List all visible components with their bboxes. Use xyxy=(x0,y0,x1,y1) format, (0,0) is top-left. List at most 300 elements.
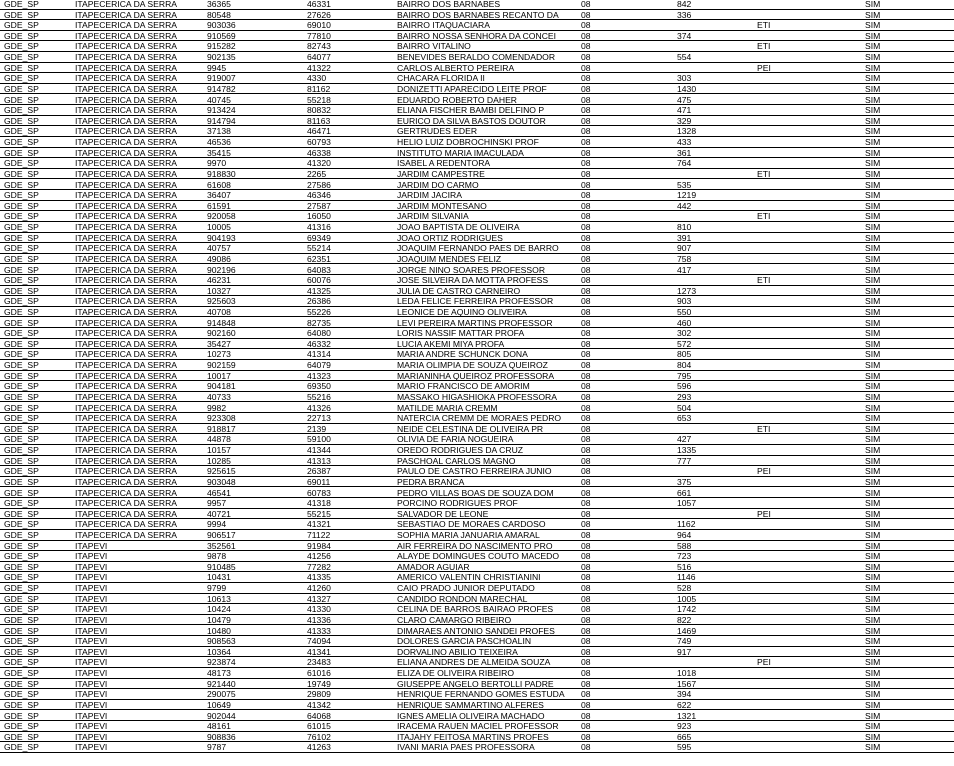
region-cell: GDE_SP xyxy=(4,646,39,657)
region-cell: GDE_SP xyxy=(4,614,39,625)
school-name-cell: CANDIDO RONDON MARECHAL xyxy=(397,593,528,604)
school-code-cell: 906517 xyxy=(207,530,236,540)
school-code-cell: 61608 xyxy=(207,179,231,190)
status-cell: SIM xyxy=(865,445,881,456)
status-cell: SIM xyxy=(865,636,881,647)
student-count-cell: 917 xyxy=(677,646,692,657)
student-count-cell: 554 xyxy=(677,52,692,63)
diretoria-cell: 08 xyxy=(581,572,591,583)
status-cell: SIM xyxy=(865,30,881,41)
table-row xyxy=(0,275,954,286)
status-cell: SIM xyxy=(865,742,881,753)
school-code-cell: 44878 xyxy=(207,434,231,445)
diretoria-cell: 08 xyxy=(581,126,591,137)
region-cell: GDE_SP xyxy=(4,540,39,551)
cie-code-cell: 4330 xyxy=(307,73,327,84)
cie-code-cell: 80832 xyxy=(307,105,331,116)
status-cell: SIM xyxy=(865,508,881,519)
table-row xyxy=(0,434,954,445)
student-count-cell: 822 xyxy=(677,614,692,625)
school-name-cell: ELIANA FISCHER BAMBI DELFINO P xyxy=(397,105,545,116)
school-name-cell: HENRIQUE FERNANDO GOMES ESTUDA xyxy=(397,689,565,700)
region-cell: GDE_SP xyxy=(4,445,39,456)
student-count-cell: 572 xyxy=(677,338,692,349)
region-cell: GDE_SP xyxy=(4,20,39,31)
school-name-cell: PAULO DE CASTRO FERREIRA JUNIO xyxy=(397,466,552,477)
school-code-cell: 923874 xyxy=(207,657,236,668)
status-cell: SIM xyxy=(865,126,881,137)
region-cell: GDE_SP xyxy=(4,137,39,148)
school-code-cell: 10479 xyxy=(207,614,231,625)
student-count-cell: 303 xyxy=(677,73,692,84)
school-code-cell: 10424 xyxy=(207,604,231,615)
cie-code-cell: 55214 xyxy=(307,243,331,254)
municipality-cell: ITAPEVI xyxy=(75,583,108,594)
diretoria-cell: 08 xyxy=(581,636,591,647)
region-cell: GDE_SP xyxy=(4,625,39,636)
diretoria-cell: 08 xyxy=(581,264,591,275)
table-row xyxy=(0,700,954,711)
diretoria-cell: 08 xyxy=(581,20,591,31)
cie-code-cell: 59100 xyxy=(307,434,331,445)
municipality-cell: ITAPECERICA DA SERRA xyxy=(75,360,178,371)
school-code-cell: 908563 xyxy=(207,636,236,647)
cie-code-cell: 29809 xyxy=(307,689,331,700)
program-cell: ETI xyxy=(757,41,771,52)
school-code-cell: 10431 xyxy=(207,572,231,583)
status-cell: SIM xyxy=(865,317,881,328)
table-row xyxy=(0,392,954,403)
school-code-cell: 904181 xyxy=(207,381,236,392)
municipality-cell: ITAPEVI xyxy=(75,604,108,615)
municipality-cell: ITAPECERICA DA SERRA xyxy=(75,423,178,434)
cie-code-cell: 41256 xyxy=(307,551,331,562)
cie-code-cell: 62351 xyxy=(307,253,331,264)
student-count-cell: 907 xyxy=(677,243,692,254)
table-row xyxy=(0,679,954,690)
school-name-cell: MATILDE MARIA CREMM xyxy=(397,402,498,413)
cie-code-cell: 64080 xyxy=(307,328,331,339)
table-row xyxy=(0,105,954,116)
status-cell: SIM xyxy=(865,657,881,668)
region-cell: GDE_SP xyxy=(4,126,39,137)
school-name-cell: DORVALINO ABILIO TEIXEIRA xyxy=(397,646,518,657)
student-count-cell: 1742 xyxy=(677,604,697,615)
region-cell: GDE_SP xyxy=(4,296,39,307)
student-count-cell: 964 xyxy=(677,530,692,540)
diretoria-cell: 08 xyxy=(581,243,591,254)
student-count-cell: 661 xyxy=(677,487,692,498)
cie-code-cell: 64068 xyxy=(307,710,331,721)
municipality-cell: ITAPECERICA DA SERRA xyxy=(75,73,178,84)
diretoria-cell: 08 xyxy=(581,370,591,381)
municipality-cell: ITAPECERICA DA SERRA xyxy=(75,83,178,94)
student-count-cell: 723 xyxy=(677,551,692,562)
school-code-cell: 914848 xyxy=(207,317,236,328)
diretoria-cell: 08 xyxy=(581,668,591,679)
municipality-cell: ITAPECERICA DA SERRA xyxy=(75,476,178,487)
region-cell: GDE_SP xyxy=(4,391,39,402)
school-name-cell: ELIANA ANDRES DE ALMEIDA SOUZA xyxy=(397,657,551,668)
municipality-cell: ITAPECERICA DA SERRA xyxy=(75,508,178,519)
diretoria-cell: 08 xyxy=(581,349,591,360)
school-name-cell: SOPHIA MARIA JANUARIA AMARAL xyxy=(397,530,540,540)
cie-code-cell: 64083 xyxy=(307,264,331,275)
table-row xyxy=(0,466,954,477)
municipality-cell: ITAPECERICA DA SERRA xyxy=(75,519,178,530)
table-row xyxy=(0,488,954,499)
status-cell: SIM xyxy=(865,20,881,31)
cie-code-cell: 41333 xyxy=(307,625,331,636)
status-cell: SIM xyxy=(865,296,881,307)
school-code-cell: 910485 xyxy=(207,561,236,572)
student-count-cell: 302 xyxy=(677,328,692,339)
diretoria-cell: 08 xyxy=(581,328,591,339)
school-code-cell: 37138 xyxy=(207,126,231,137)
diretoria-cell: 08 xyxy=(581,253,591,264)
table-row xyxy=(0,403,954,414)
student-count-cell: 923 xyxy=(677,721,692,732)
status-cell: SIM xyxy=(865,264,881,275)
school-code-cell: 908836 xyxy=(207,731,236,742)
status-cell: SIM xyxy=(865,285,881,296)
school-code-cell: 40721 xyxy=(207,508,231,519)
student-count-cell: 1005 xyxy=(677,593,697,604)
municipality-cell: ITAPEVI xyxy=(75,540,108,551)
region-cell: GDE_SP xyxy=(4,668,39,679)
status-cell: SIM xyxy=(865,572,881,583)
status-cell: SIM xyxy=(865,253,881,264)
cie-code-cell: 69010 xyxy=(307,20,331,31)
student-count-cell: 427 xyxy=(677,434,692,445)
school-name-cell: IRACEMA RAUEN MACIEL PROFESSOR xyxy=(397,721,559,732)
region-cell: GDE_SP xyxy=(4,222,39,233)
school-code-cell: 902196 xyxy=(207,264,236,275)
municipality-cell: ITAPEVI xyxy=(75,657,108,668)
school-code-cell: 10157 xyxy=(207,445,231,456)
school-code-cell: 9970 xyxy=(207,158,227,169)
region-cell: GDE_SP xyxy=(4,275,39,286)
diretoria-cell: 08 xyxy=(581,466,591,477)
diretoria-cell: 08 xyxy=(581,678,591,689)
cie-code-cell: 41260 xyxy=(307,583,331,594)
status-cell: SIM xyxy=(865,137,881,148)
school-code-cell: 914782 xyxy=(207,83,236,94)
region-cell: GDE_SP xyxy=(4,190,39,201)
school-code-cell: 902044 xyxy=(207,710,236,721)
school-name-cell: LORIS NASSIF MATTAR PROFA xyxy=(397,328,525,339)
municipality-cell: ITAPECERICA DA SERRA xyxy=(75,20,178,31)
municipality-cell: ITAPECERICA DA SERRA xyxy=(75,381,178,392)
school-name-cell: IVANI MARIA PAES PROFESSORA xyxy=(397,742,535,753)
table-row xyxy=(0,371,954,382)
cie-code-cell: 26386 xyxy=(307,296,331,307)
table-row xyxy=(0,594,954,605)
school-code-cell: 40733 xyxy=(207,391,231,402)
municipality-cell: ITAPEVI xyxy=(75,614,108,625)
municipality-cell: ITAPECERICA DA SERRA xyxy=(75,158,178,169)
diretoria-cell: 08 xyxy=(581,306,591,317)
status-cell: SIM xyxy=(865,402,881,413)
status-cell: SIM xyxy=(865,115,881,126)
municipality-cell: ITAPEVI xyxy=(75,699,108,710)
diretoria-cell: 08 xyxy=(581,179,591,190)
school-code-cell: 61591 xyxy=(207,200,231,211)
cie-code-cell: 55218 xyxy=(307,94,331,105)
cie-code-cell: 69350 xyxy=(307,381,331,392)
diretoria-cell: 08 xyxy=(581,9,591,20)
cie-code-cell: 41341 xyxy=(307,646,331,657)
status-cell: SIM xyxy=(865,551,881,562)
cie-code-cell: 26387 xyxy=(307,466,331,477)
student-count-cell: 417 xyxy=(677,264,692,275)
school-code-cell: 48161 xyxy=(207,721,231,732)
student-count-cell: 622 xyxy=(677,699,692,710)
student-count-cell: 1146 xyxy=(677,572,696,583)
status-cell: SIM xyxy=(865,158,881,169)
student-count-cell: 1430 xyxy=(677,83,697,94)
school-name-cell: JOAO BAPTISTA DE OLIVEIRA xyxy=(397,222,520,233)
municipality-cell: ITAPECERICA DA SERRA xyxy=(75,328,178,339)
status-cell: SIM xyxy=(865,668,881,679)
table-row xyxy=(0,445,954,456)
status-cell: SIM xyxy=(865,519,881,530)
school-code-cell: 902135 xyxy=(207,52,236,63)
school-name-cell: MASSAKO HIGASHIOKA PROFESSORA xyxy=(397,391,557,402)
school-name-cell: ELIZA DE OLIVEIRA RIBEIRO xyxy=(397,668,515,679)
school-name-cell: ALAYDE DOMINGUES COUTO MACEDO xyxy=(397,551,560,562)
student-count-cell: 442 xyxy=(677,200,692,211)
diretoria-cell: 08 xyxy=(581,317,591,328)
school-code-cell: 46541 xyxy=(207,487,231,498)
status-cell: SIM xyxy=(865,413,881,424)
region-cell: GDE_SP xyxy=(4,519,39,530)
student-count-cell: 550 xyxy=(677,306,692,317)
region-cell: GDE_SP xyxy=(4,52,39,63)
diretoria-cell: 08 xyxy=(581,105,591,116)
region-cell: GDE_SP xyxy=(4,115,39,126)
status-cell: SIM xyxy=(865,434,881,445)
table-row xyxy=(0,233,954,244)
cie-code-cell: 71122 xyxy=(307,530,331,540)
status-cell: SIM xyxy=(865,168,881,179)
school-name-cell: OREDO RODRIGUES DA CRUZ xyxy=(397,445,524,456)
municipality-cell: ITAPEVI xyxy=(75,572,108,583)
cie-code-cell: 46331 xyxy=(307,0,331,9)
municipality-cell: ITAPECERICA DA SERRA xyxy=(75,243,178,254)
student-count-cell: 588 xyxy=(677,540,692,551)
cie-code-cell: 41323 xyxy=(307,370,331,381)
status-cell: SIM xyxy=(865,476,881,487)
table-row xyxy=(0,636,954,647)
cie-code-cell: 60076 xyxy=(307,275,331,286)
table-row xyxy=(0,31,954,42)
municipality-cell: ITAPECERICA DA SERRA xyxy=(75,530,178,540)
school-name-cell: LUCIA AKEMI MIYA PROFA xyxy=(397,338,505,349)
cie-code-cell: 46346 xyxy=(307,190,331,201)
status-cell: SIM xyxy=(865,190,881,201)
table-row xyxy=(0,63,954,74)
status-cell: SIM xyxy=(865,338,881,349)
table-row xyxy=(0,657,954,668)
municipality-cell: ITAPECERICA DA SERRA xyxy=(75,30,178,41)
table-row xyxy=(0,477,954,488)
region-cell: GDE_SP xyxy=(4,636,39,647)
municipality-cell: ITAPECERICA DA SERRA xyxy=(75,211,178,222)
region-cell: GDE_SP xyxy=(4,413,39,424)
school-name-cell: AIR FERREIRA DO NASCIMENTO PRO xyxy=(397,540,553,551)
school-name-cell: AMERICO VALENTIN CHRISTIANINI xyxy=(397,572,541,583)
school-name-cell: AMADOR AGUIAR xyxy=(397,561,470,572)
diretoria-cell: 08 xyxy=(581,689,591,700)
diretoria-cell: 08 xyxy=(581,487,591,498)
municipality-cell: ITAPECERICA DA SERRA xyxy=(75,222,178,233)
school-code-cell: 918830 xyxy=(207,168,236,179)
school-code-cell: 904193 xyxy=(207,232,236,243)
cie-code-cell: 55226 xyxy=(307,306,331,317)
student-count-cell: 329 xyxy=(677,115,692,126)
school-name-cell: BAIRRO NOSSA SENHORA DA CONCEI xyxy=(397,30,557,41)
school-code-cell: 352561 xyxy=(207,540,236,551)
municipality-cell: ITAPEVI xyxy=(75,689,108,700)
school-name-cell: JARDIM DO CARMO xyxy=(397,179,479,190)
school-code-cell: 920058 xyxy=(207,211,236,222)
table-row xyxy=(0,732,954,743)
municipality-cell: ITAPECERICA DA SERRA xyxy=(75,275,178,286)
school-name-cell: NEIDE CELESTINA DE OLIVEIRA PR xyxy=(397,423,544,434)
region-cell: GDE_SP xyxy=(4,83,39,94)
school-name-cell: MARIO FRANCISCO DE AMORIM xyxy=(397,381,530,392)
status-cell: SIM xyxy=(865,73,881,84)
school-name-cell: JOSE SILVEIRA DA MOTTA PROFESS xyxy=(397,275,549,286)
school-code-cell: 9957 xyxy=(207,498,227,509)
diretoria-cell: 08 xyxy=(581,190,591,201)
municipality-cell: ITAPECERICA DA SERRA xyxy=(75,137,178,148)
region-cell: GDE_SP xyxy=(4,370,39,381)
school-code-cell: 921440 xyxy=(207,678,236,689)
school-code-cell: 9787 xyxy=(207,742,227,753)
municipality-cell: ITAPECERICA DA SERRA xyxy=(75,253,178,264)
school-name-cell: INSTITUTO MARIA IMACULADA xyxy=(397,147,524,158)
cie-code-cell: 81163 xyxy=(307,115,331,126)
diretoria-cell: 08 xyxy=(581,391,591,402)
diretoria-cell: 08 xyxy=(581,83,591,94)
school-name-cell: JARDIM MONTESANO xyxy=(397,200,487,211)
status-cell: SIM xyxy=(865,614,881,625)
region-cell: GDE_SP xyxy=(4,710,39,721)
school-code-cell: 925615 xyxy=(207,466,236,477)
school-code-cell: 9799 xyxy=(207,583,227,594)
school-name-cell: PORCINO RODRIGUES PROF xyxy=(397,498,518,509)
region-cell: GDE_SP xyxy=(4,232,39,243)
municipality-cell: ITAPECERICA DA SERRA xyxy=(75,338,178,349)
student-count-cell: 804 xyxy=(677,360,692,371)
school-code-cell: 80548 xyxy=(207,9,231,20)
table-row xyxy=(0,180,954,191)
table-row xyxy=(0,222,954,233)
region-cell: GDE_SP xyxy=(4,200,39,211)
region-cell: GDE_SP xyxy=(4,328,39,339)
status-cell: SIM xyxy=(865,625,881,636)
student-count-cell: 653 xyxy=(677,413,692,424)
table-row xyxy=(0,20,954,31)
table-row xyxy=(0,349,954,360)
table-row xyxy=(0,307,954,318)
region-cell: GDE_SP xyxy=(4,253,39,264)
school-code-cell: 48173 xyxy=(207,668,231,679)
school-name-cell: CHACARA FLORIDA II xyxy=(397,73,485,84)
table-row xyxy=(0,711,954,722)
program-cell: ETI xyxy=(757,211,771,222)
student-count-cell: 1321 xyxy=(677,710,697,721)
diretoria-cell: 08 xyxy=(581,147,591,158)
cie-code-cell: 64079 xyxy=(307,360,331,371)
municipality-cell: ITAPECERICA DA SERRA xyxy=(75,200,178,211)
cie-code-cell: 41327 xyxy=(307,593,331,604)
diretoria-cell: 08 xyxy=(581,455,591,466)
municipality-cell: ITAPEVI xyxy=(75,668,108,679)
program-cell: PEI xyxy=(757,657,771,668)
student-count-cell: 596 xyxy=(677,381,692,392)
region-cell: GDE_SP xyxy=(4,689,39,700)
region-cell: GDE_SP xyxy=(4,211,39,222)
region-cell: GDE_SP xyxy=(4,94,39,105)
school-name-cell: ISABEL A REDENTORA xyxy=(397,158,491,169)
diretoria-cell: 08 xyxy=(581,360,591,371)
cie-code-cell: 82743 xyxy=(307,41,331,52)
school-name-cell: BAIRRO DOS BARNABES xyxy=(397,0,501,9)
status-cell: SIM xyxy=(865,593,881,604)
region-cell: GDE_SP xyxy=(4,498,39,509)
status-cell: SIM xyxy=(865,232,881,243)
student-count-cell: 516 xyxy=(677,561,692,572)
status-cell: SIM xyxy=(865,731,881,742)
student-count-cell: 471 xyxy=(677,105,692,116)
region-cell: GDE_SP xyxy=(4,678,39,689)
diretoria-cell: 08 xyxy=(581,721,591,732)
school-name-cell: OLIVIA DE FARIA NOGUEIRA xyxy=(397,434,514,445)
student-count-cell: 1328 xyxy=(677,126,697,137)
diretoria-cell: 08 xyxy=(581,285,591,296)
municipality-cell: ITAPECERICA DA SERRA xyxy=(75,285,178,296)
table-row xyxy=(0,296,954,307)
school-code-cell: 902159 xyxy=(207,360,236,371)
cie-code-cell: 27586 xyxy=(307,179,331,190)
cie-code-cell: 69011 xyxy=(307,476,331,487)
status-cell: SIM xyxy=(865,381,881,392)
region-cell: GDE_SP xyxy=(4,699,39,710)
diretoria-cell: 08 xyxy=(581,476,591,487)
program-cell: PEI xyxy=(757,62,771,73)
municipality-cell: ITAPECERICA DA SERRA xyxy=(75,391,178,402)
school-name-cell: EDUARDO ROBERTO DAHER xyxy=(397,94,518,105)
table-row xyxy=(0,530,954,541)
student-count-cell: 535 xyxy=(677,179,692,190)
region-cell: GDE_SP xyxy=(4,243,39,254)
school-name-cell: PASCHOAL CARLOS MAGNO xyxy=(397,455,516,466)
table-row xyxy=(0,137,954,148)
status-cell: SIM xyxy=(865,689,881,700)
student-count-cell: 475 xyxy=(677,94,692,105)
school-code-cell: 10273 xyxy=(207,349,231,360)
table-row xyxy=(0,551,954,562)
municipality-cell: ITAPEVI xyxy=(75,551,108,562)
program-cell: ETI xyxy=(757,275,771,286)
cie-code-cell: 46471 xyxy=(307,126,331,137)
student-count-cell: 758 xyxy=(677,253,692,264)
region-cell: GDE_SP xyxy=(4,731,39,742)
region-cell: GDE_SP xyxy=(4,572,39,583)
